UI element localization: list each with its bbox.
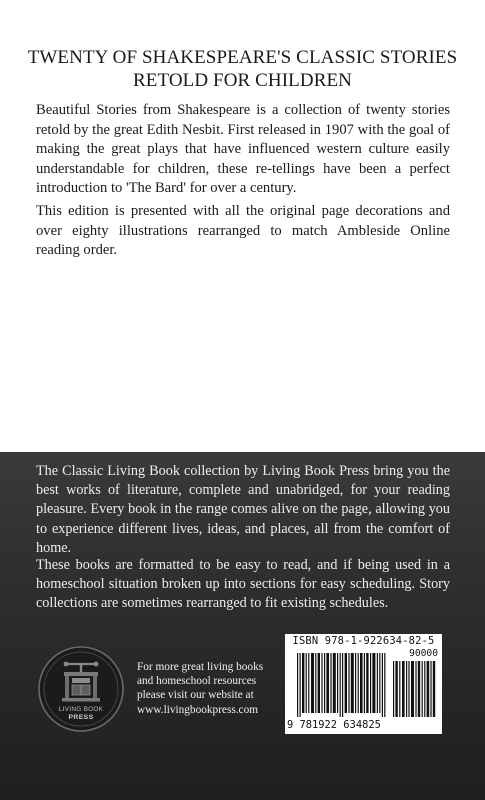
barcode-addon-number: 90000 [409,648,438,659]
isbn-barcode [285,634,442,734]
blurb-paragraph-1: Beautiful Stories from Shakespeare is a collection of twenty stories retold by the great Edith Nesbit. First released in 1907 with the goal of making the great plays that have influenced western culture easily understandable for children, these re-tellings have been a perfect introduction to 'The Bard' for over a century. [36,102,450,197]
svg-text:PRESS: PRESS [68,714,94,721]
svg-text:LIVING BOOK: LIVING BOOK [58,706,104,713]
blurb-paragraph-2: This edition is presented with all the original page decorations and over eighty illustrations rearranged to match Ambleside Online reading order. [36,203,450,259]
publisher-paragraph-2: These books are formatted to be easy to read, and if being used in a homeschool situation broken up into sections for easy scheduling. Story collections are sometimes rearranged to fit existing schedules. [36,557,450,612]
barcode-human-readable: 9 781922 634825 [287,719,381,731]
contact-line: For more great living books [137,661,264,673]
publisher-paragraph-1: The Classic Living Book collection by Living Book Press bring you the best works of literature, complete and unabridged, for your reading pleasure. Every book in the range comes alive on the page, allowing you to experience different lives, ideas, and places, all from the comfort of home. [36,463,450,556]
cover-title-line-1: TWENTY OF SHAKESPEARE'S CLASSIC STORIES [27,47,458,68]
contact-line: www.livingbookpress.com [137,703,259,716]
isbn-label: ISBN 978-1-922634-82-5 [292,635,435,647]
website-contact-text [137,660,287,717]
contact-line: please visit our website at [137,689,254,702]
contact-line: and homeschool resources [137,675,257,688]
book-press-logo-icon [37,645,125,733]
cover-title-line-2: RETOLD FOR CHILDREN [133,70,352,91]
